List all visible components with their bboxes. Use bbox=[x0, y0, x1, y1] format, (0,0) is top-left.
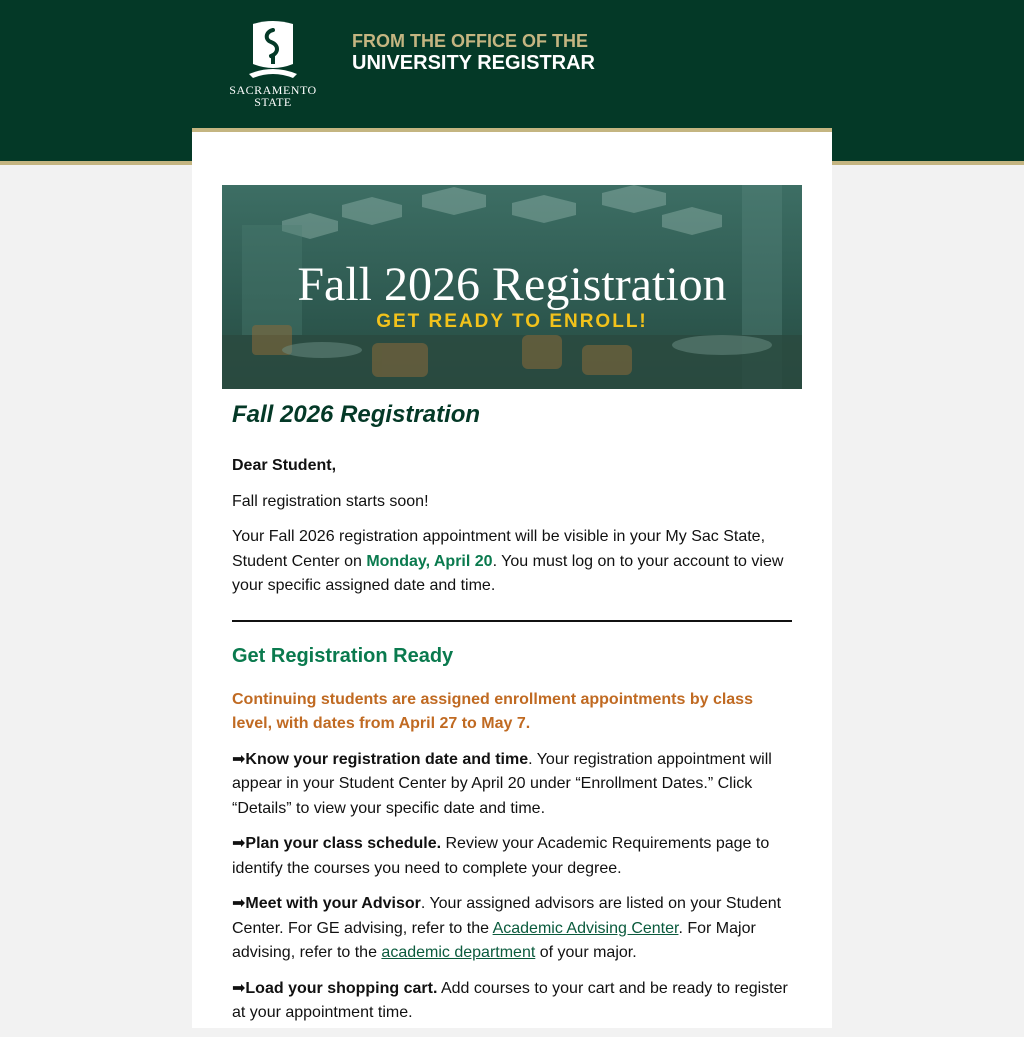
sac-state-logo bbox=[229, 20, 317, 110]
arrow-icon: ➡ bbox=[232, 750, 246, 768]
item-text: . Your registration appointment will appear in your Student Center by April 20 under “Enrollment Dates.” Click “Details” to view your specific date and time. bbox=[232, 750, 772, 817]
item-text: . For Major advising, refer to the bbox=[232, 919, 756, 961]
item-lead: Plan your class schedule. bbox=[245, 835, 442, 852]
banner-title: Fall 2026 Registration bbox=[297, 258, 727, 311]
continuing-students-note: Continuing students are assigned enrollment appointments by class level, with dates from April 27 to May 7. bbox=[232, 690, 753, 732]
item-text: . Your assigned advisors are listed on your Student Center. For GE advising, refer to the bbox=[232, 895, 782, 937]
section-heading: Get Registration Ready bbox=[232, 644, 454, 667]
item-lead: Know your registration date and time bbox=[245, 750, 529, 768]
arrow-icon: ➡ bbox=[232, 835, 246, 852]
header-kicker: FROM THE OFFICE OF THE bbox=[352, 31, 588, 51]
appointment-text-before: Your Fall 2026 registration appointment will be visible in your My Sac State, Student Center on bbox=[232, 528, 766, 570]
list-item bbox=[232, 977, 797, 1026]
list-item bbox=[232, 892, 797, 966]
greeting: Dear Student, bbox=[232, 457, 337, 474]
item-text: Add courses to your cart and be ready to register at your appointment time. bbox=[232, 979, 788, 1021]
logo-text-line2: STATE bbox=[254, 95, 292, 109]
logo-text-line1: SACRAMENTO bbox=[229, 83, 317, 97]
hero-banner bbox=[222, 185, 802, 389]
arrow-icon: ➡ bbox=[232, 895, 246, 912]
header-title: UNIVERSITY REGISTRAR bbox=[352, 52, 595, 74]
item-text: of your major. bbox=[535, 944, 637, 961]
item-lead: Meet with your Advisor bbox=[245, 895, 421, 912]
banner-subtitle: GET READY TO ENROLL! bbox=[376, 311, 648, 332]
intro-text: Fall registration starts soon! bbox=[232, 492, 429, 510]
section-divider bbox=[232, 620, 792, 622]
list-item bbox=[232, 748, 797, 822]
email-body bbox=[232, 398, 797, 1037]
card-gold-line bbox=[192, 128, 832, 132]
appointment-text-after: . You must log on to your account to view your specific assigned date and time. bbox=[232, 552, 784, 594]
appointment-paragraph bbox=[232, 525, 797, 599]
item-lead: Load your shopping cart. bbox=[245, 979, 438, 997]
appointment-date: Monday, April 20 bbox=[366, 552, 493, 570]
item-text: Review your Academic Requirements page to identify the courses you need to complete your degree. bbox=[232, 835, 770, 877]
academic-department-link[interactable]: academic department bbox=[381, 944, 536, 961]
arrow-icon: ➡ bbox=[232, 979, 246, 997]
academic-advising-center-link[interactable]: Academic Advising Center bbox=[492, 919, 679, 937]
main-heading: Fall 2026 Registration bbox=[232, 401, 481, 428]
list-item bbox=[232, 832, 797, 881]
